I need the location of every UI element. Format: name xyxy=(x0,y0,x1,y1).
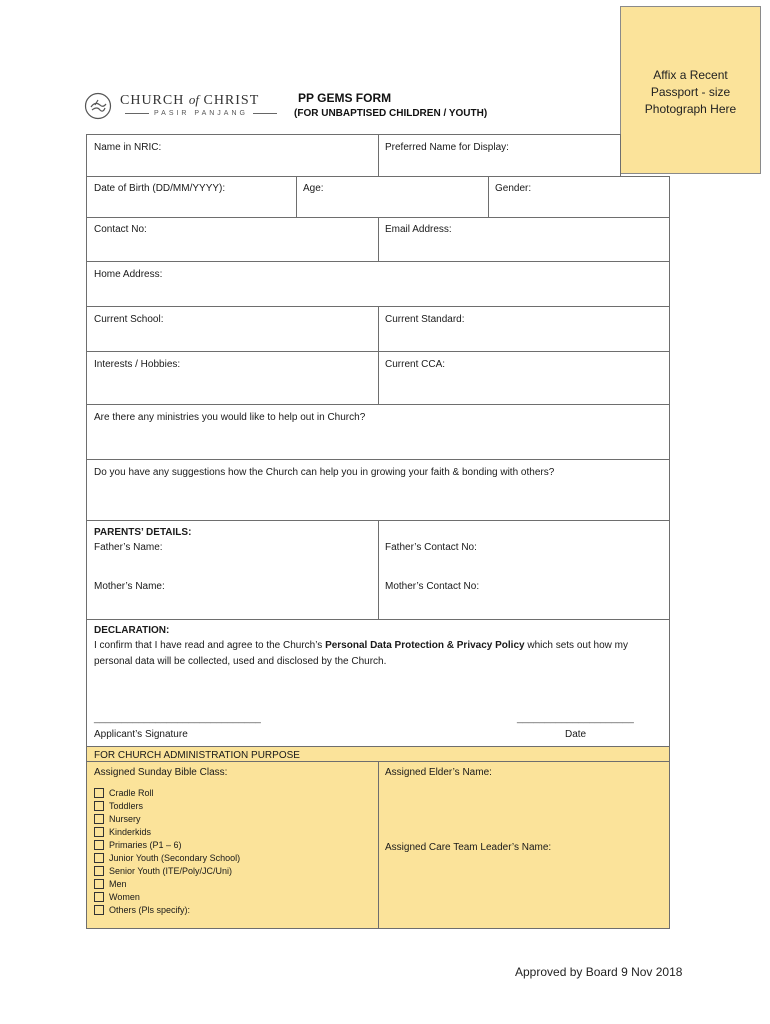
signature-line[interactable]: ______________________________ xyxy=(94,713,261,724)
photo-instruction-1: Affix a Recent xyxy=(653,68,728,82)
bible-class-option[interactable] xyxy=(94,799,240,812)
bible-class-option-label: Kinderkids xyxy=(109,826,152,837)
parents-section xyxy=(86,520,670,620)
bible-class-option[interactable] xyxy=(94,864,240,877)
mother-name-field[interactable]: Mother’s Name: xyxy=(94,581,165,592)
bible-class-option-label: Men xyxy=(109,878,127,889)
bible-class-option[interactable] xyxy=(94,877,240,890)
bible-class-option-label: Primaries (P1 – 6) xyxy=(109,839,182,850)
interests-field[interactable]: Interests / Hobbies: xyxy=(94,359,181,370)
checkbox[interactable] xyxy=(94,892,104,902)
row-suggestions xyxy=(86,459,670,521)
email-field[interactable]: Email Address: xyxy=(385,224,452,235)
checkbox[interactable] xyxy=(94,788,104,798)
dob-field[interactable]: Date of Birth (DD/MM/YYYY): xyxy=(94,183,226,194)
checkbox[interactable] xyxy=(94,905,104,915)
privacy-policy-link[interactable]: Personal Data Protection & Privacy Policy xyxy=(325,640,525,651)
signature-label: Applicant’s Signature xyxy=(94,729,188,740)
gender-field[interactable]: Gender: xyxy=(495,183,532,194)
bible-class-option-label: Toddlers xyxy=(109,800,144,811)
bible-class-option[interactable] xyxy=(94,812,240,825)
preferred-name-field[interactable]: Preferred Name for Display: xyxy=(385,142,509,153)
bible-class-option-label: Cradle Roll xyxy=(109,787,154,798)
bible-class-option-label: Others (Pls specify): xyxy=(109,904,191,915)
bible-class-option-label: Women xyxy=(109,891,140,902)
form-subtitle: (FOR UNBAPTISED CHILDREN / YOUTH) xyxy=(294,108,488,119)
photo-instruction-3: Photograph Here xyxy=(644,102,737,116)
checkbox[interactable] xyxy=(94,827,104,837)
ministries-field[interactable]: Are there any ministries you would like to help out in Church? xyxy=(94,412,366,423)
elder-name-field[interactable]: Assigned Elder’s Name: xyxy=(385,767,492,778)
checkbox[interactable] xyxy=(94,866,104,876)
bible-class-label: Assigned Sunday Bible Class: xyxy=(94,767,228,778)
current-cca-field[interactable]: Current CCA: xyxy=(385,359,446,370)
checkbox[interactable] xyxy=(94,801,104,811)
care-leader-field[interactable]: Assigned Care Team Leader’s Name: xyxy=(385,842,552,853)
bible-class-option[interactable] xyxy=(94,903,240,916)
parents-heading: PARENTS’ DETAILS: xyxy=(94,527,192,538)
father-name-field[interactable]: Father’s Name: xyxy=(94,542,163,553)
row-interests xyxy=(86,351,670,405)
home-address-field[interactable]: Home Address: xyxy=(94,269,163,280)
bible-class-option-label: Senior Youth (ITE/Poly/JC/Uni) xyxy=(109,865,233,876)
form-title: PP GEMS FORM xyxy=(298,91,392,105)
checkbox[interactable] xyxy=(94,853,104,863)
age-field[interactable]: Age: xyxy=(303,183,324,194)
checkbox[interactable] xyxy=(94,879,104,889)
bible-class-option[interactable] xyxy=(94,825,240,838)
suggestions-field[interactable]: Do you have any suggestions how the Church can help you in growing your faith & bonding with others? xyxy=(94,467,555,478)
mother-contact-field[interactable]: Mother’s Contact No: xyxy=(385,581,480,592)
father-contact-field[interactable]: Father’s Contact No: xyxy=(385,542,477,553)
logo-wordmark: CHURCH of CHRIST xyxy=(120,92,260,108)
checkbox[interactable] xyxy=(94,840,104,850)
current-school-field[interactable]: Current School: xyxy=(94,314,164,325)
declaration-heading: DECLARATION: xyxy=(94,625,170,636)
date-line[interactable]: _____________________ xyxy=(517,713,634,724)
declaration-text: I confirm that I have read and agree to the Church’s Personal Data Protection & Privacy Policy which sets out how my personal data will be collected, used and disclosed by the Church. xyxy=(94,640,628,667)
current-standard-field[interactable]: Current Standard: xyxy=(385,314,465,325)
bible-class-option[interactable] xyxy=(94,851,240,864)
photo-placeholder xyxy=(620,6,761,174)
bible-class-option[interactable] xyxy=(94,838,240,851)
logo-location: PASIR PANJANG xyxy=(120,110,282,117)
approval-note: Approved by Board 9 Nov 2018 xyxy=(515,965,683,979)
bible-class-option-label: Nursery xyxy=(109,813,141,824)
row-ministries xyxy=(86,404,670,460)
row-dob xyxy=(86,176,670,218)
bible-class-option-label: Junior Youth (Secondary School) xyxy=(109,852,241,863)
church-logo xyxy=(84,92,284,122)
date-label: Date xyxy=(565,729,587,740)
contact-field[interactable]: Contact No: xyxy=(94,224,147,235)
photo-instruction-2: Passport - size xyxy=(650,85,731,99)
bible-class-list xyxy=(94,786,240,916)
declaration-section xyxy=(86,619,670,747)
bible-class-option[interactable] xyxy=(94,890,240,903)
row-address xyxy=(86,261,670,307)
admin-heading: FOR CHURCH ADMINISTRATION PURPOSE xyxy=(94,750,300,761)
name-nric-field[interactable]: Name in NRIC: xyxy=(94,142,162,153)
bible-class-option[interactable] xyxy=(94,786,240,799)
church-logo-icon xyxy=(84,92,112,120)
admin-section xyxy=(86,761,670,929)
admin-heading-row xyxy=(86,746,670,762)
row-name xyxy=(86,134,621,177)
row-contact xyxy=(86,217,670,262)
row-school xyxy=(86,306,670,352)
checkbox[interactable] xyxy=(94,814,104,824)
